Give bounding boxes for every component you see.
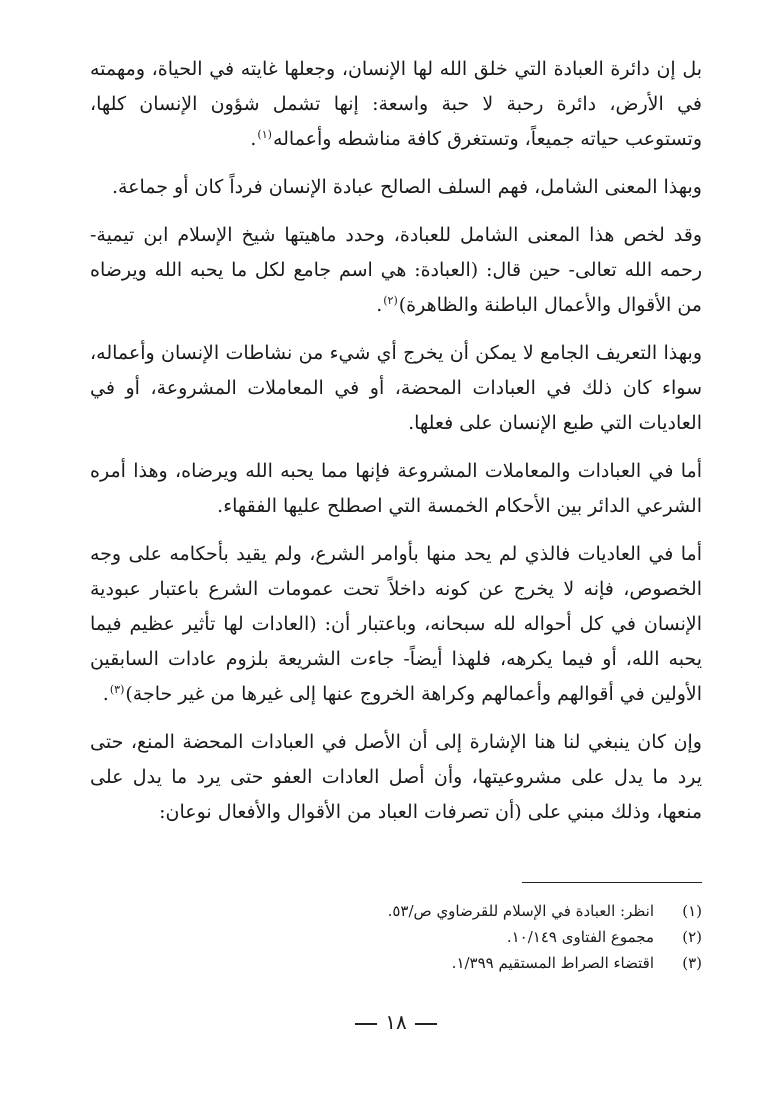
- page-number-text: ١٨: [385, 1010, 407, 1034]
- dash-right: [355, 1023, 377, 1025]
- paragraph-tail: .: [250, 128, 257, 150]
- paragraph-5: [90, 454, 702, 524]
- paragraph-text: وبهذا المعنى الشامل، فهم السلف الصالح عبادة الإنسان فرداً كان أو جماعة.: [111, 176, 702, 198]
- page-body: [90, 52, 702, 1052]
- paragraph-text: وقد لخص هذا المعنى الشامل للعبادة، وحدد ماهيتها شيخ الإسلام ابن تيمية- رحمه الله تعالى- حين قال: (العبادة: هي اسم جامع لكل ما يحبه الله ويرضاه من الأقوال والأعمال الباطنة والظاهرة): [90, 224, 702, 316]
- footnote-item: [90, 924, 702, 950]
- paragraph-tail: .: [102, 683, 109, 705]
- footnote-item: [90, 950, 702, 976]
- paragraph-tail: .: [376, 294, 383, 316]
- footnote-ref[interactable]: (٣): [109, 682, 125, 696]
- paragraph-7: [90, 725, 702, 830]
- paragraph-text: أما في العاديات فالذي لم يحد منها بأوامر الشرع، ولم يقيد بأحكامه على وجه الخصوص، فإنه لا يخرج عن كونه داخلاً تحت عمومات الشرع باعتبار عبودية الإنسان في كل أحواله لله سبحانه، وباعتبار أن: (العادات لها تأثير عظيم فيما يحبه الله، أو فيما يكرهه، فلهذا أيضاً- جاءت الشريعة بلزوم عادات السابقين الأولين في أقوالهم وأعمالهم وكراهة الخروج عنها إلى غيرها من غير حاجة): [90, 543, 702, 705]
- paragraph-6: [90, 537, 702, 712]
- dash-left: [415, 1023, 437, 1025]
- footnote-ref[interactable]: (٢): [383, 293, 398, 307]
- footnote-text: اقتضاء الصراط المستقيم ١/٣٩٩.: [451, 954, 654, 972]
- paragraph-4: [90, 336, 702, 441]
- paragraph-3: [90, 218, 702, 323]
- paragraph-text: أما في العبادات والمعاملات المشروعة فإنها مما يحبه الله ويرضاه، وهذا أمره الشرعي الدائر بين الأحكام الخمسة التي اصطلح عليها الفقهاء.: [90, 460, 702, 517]
- paragraph-1: [90, 52, 702, 157]
- footnotes: [90, 898, 702, 976]
- footnote-number: (٣): [682, 954, 702, 972]
- footnote-ref[interactable]: (١): [257, 127, 272, 141]
- footnote-item: [90, 898, 702, 924]
- paragraph-text: وبهذا التعريف الجامع لا يمكن أن يخرج أي شيء من نشاطات الإنسان وأعماله، سواء كان ذلك في العبادات المحضة، أو في المعاملات المشروعة، أو في العاديات التي طبع الإنسان على فعلها.: [90, 342, 702, 434]
- footnote-number: (١): [682, 902, 702, 920]
- footnote-text: انظر: العبادة في الإسلام للقرضاوي ص/٥٣.: [387, 902, 654, 920]
- page-number: [90, 1010, 702, 1034]
- footnote-text: مجموع الفتاوى ١٠/١٤٩.: [506, 928, 654, 946]
- paragraph-2: [90, 170, 702, 205]
- footnote-divider: [522, 882, 702, 883]
- paragraph-text: بل إن دائرة العبادة التي خلق الله لها الإنسان، وجعلها غايته في الحياة، ومهمته في الأرض، دائرة رحبة لا حبة واسعة: إنها تشمل شؤون الإنسان كلها، وتستوعب حياته جميعاً، وتستغرق كافة مناشطه وأعماله: [90, 58, 702, 150]
- footnote-number: (٢): [682, 928, 702, 946]
- paragraph-text: وإن كان ينبغي لنا هنا الإشارة إلى أن الأصل في العبادات المحضة المنع، حتى يرد ما يدل على مشروعيتها، وأن أصل العادات العفو حتى يرد ما يدل على منعها، وذلك مبني على (أن تصرفات العباد من الأقوال والأفعال نوعان:: [90, 731, 702, 823]
